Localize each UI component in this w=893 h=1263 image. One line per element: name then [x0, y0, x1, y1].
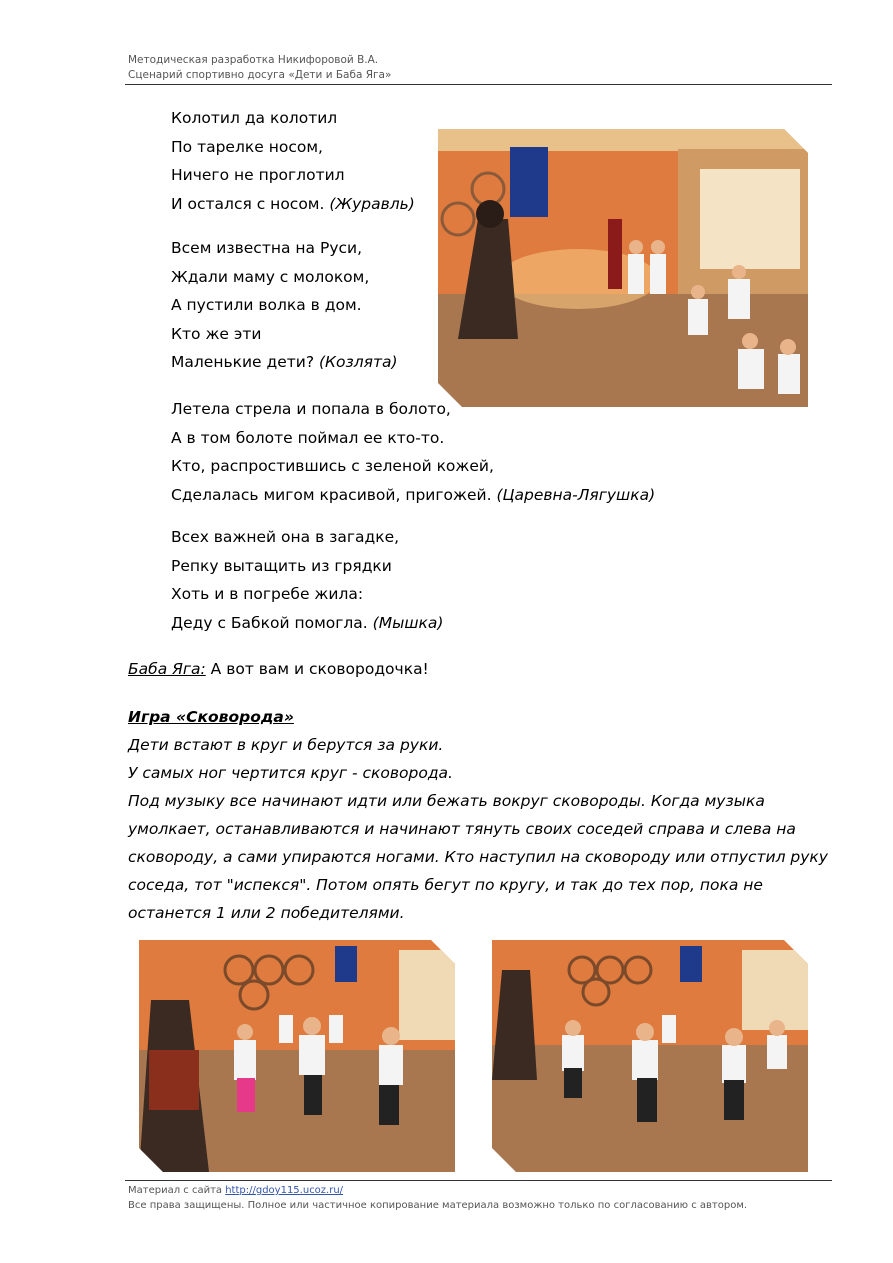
riddle-answer: (Мышка) — [372, 613, 444, 632]
riddle-answer: (Журавль) — [329, 194, 415, 213]
header-author: Методическая разработка Никифоровой В.А. — [128, 54, 379, 66]
game-rule: У самых ног чертится круг - сковорода. — [128, 764, 453, 782]
header-divider — [125, 84, 832, 85]
photo-image — [492, 940, 808, 1172]
verse-line: Всем известна на Руси, — [171, 239, 363, 257]
footer-divider — [125, 1180, 832, 1181]
verse-line: Репку вытащить из грядки — [171, 556, 392, 575]
game-rule: Дети встают в круг и берутся за руки. — [128, 736, 444, 754]
game-title: Игра «Сковорода» — [128, 708, 294, 726]
verse-line: И остался с носом. (Журавль) — [171, 194, 415, 213]
game-description — [128, 703, 828, 927]
riddle-crane — [171, 104, 415, 218]
riddle-answer: (Царевна-Лягушка) — [496, 485, 656, 504]
footer-rights: Все права защищены. Полное или частичное копирование материала возможно только по согласованию с автором. — [128, 1200, 748, 1211]
page-header — [128, 53, 391, 83]
verse-line: Ждали маму с молоком, — [171, 267, 370, 286]
verse-line: Ничего не проглотил — [171, 166, 345, 184]
verse-line: Кто, распростившись с зеленой кожей, — [171, 457, 494, 475]
verse-line: А пустили волка в дом. — [171, 296, 362, 314]
photo-baba-yaga-reading — [432, 123, 814, 413]
verse-line: Колотил да колотил — [171, 109, 338, 127]
header-title: Сценарий спортивно досуга «Дети и Баба Яга» — [128, 69, 392, 81]
page-footer — [128, 1183, 747, 1213]
source-link[interactable]: http://gdoy115.ucoz.ru/ — [225, 1185, 344, 1196]
verse-line: Хоть и в погребе жила: — [171, 585, 364, 603]
photo-image — [139, 940, 455, 1172]
riddle-answer: (Козлята) — [319, 353, 398, 371]
verse-line: Кто же эти — [171, 324, 262, 343]
riddle-kids — [171, 234, 398, 377]
photo-game-1 — [133, 934, 461, 1178]
photo-game-2 — [486, 934, 814, 1178]
game-rule: Под музыку все начинают идти или бежать вокруг сковороды. Когда музыка умолкает, останавливаются и начинают тянуть своих соседей справа и слева на сковороду, а сами упираются ногами. Кто наступил на сковороду или отпустил руку соседа, тот "испекся". Потом опять бегут по кругу, и так до тех пор, пока не останется 1 или 2 победителями. — [128, 792, 828, 922]
baba-yaga-line — [128, 655, 429, 683]
footer-source: Материал с сайта http://gdoy115.ucoz.ru/ — [128, 1185, 344, 1196]
verse-line: Маленькие дети? (Козлята) — [171, 353, 398, 371]
verse-line: Деду с Бабкой помогла. (Мышка) — [171, 613, 444, 632]
verse-line: Сделалась мигом красивой, пригожей. (Царевна-Лягушка) — [171, 485, 656, 504]
speech-text: А вот вам и сковородочка! — [205, 660, 429, 678]
verse-line: Летела стрела и попала в болото, — [171, 400, 451, 418]
speaker-name: Баба Яга: — [128, 660, 206, 678]
verse-line: Всех важней она в загадке, — [171, 528, 400, 546]
riddle-mouse — [171, 523, 443, 637]
verse-line: А в том болоте поймал ее кто-то. — [171, 428, 445, 447]
photo-image — [438, 129, 808, 407]
verse-line: По тарелке носом, — [171, 137, 323, 156]
